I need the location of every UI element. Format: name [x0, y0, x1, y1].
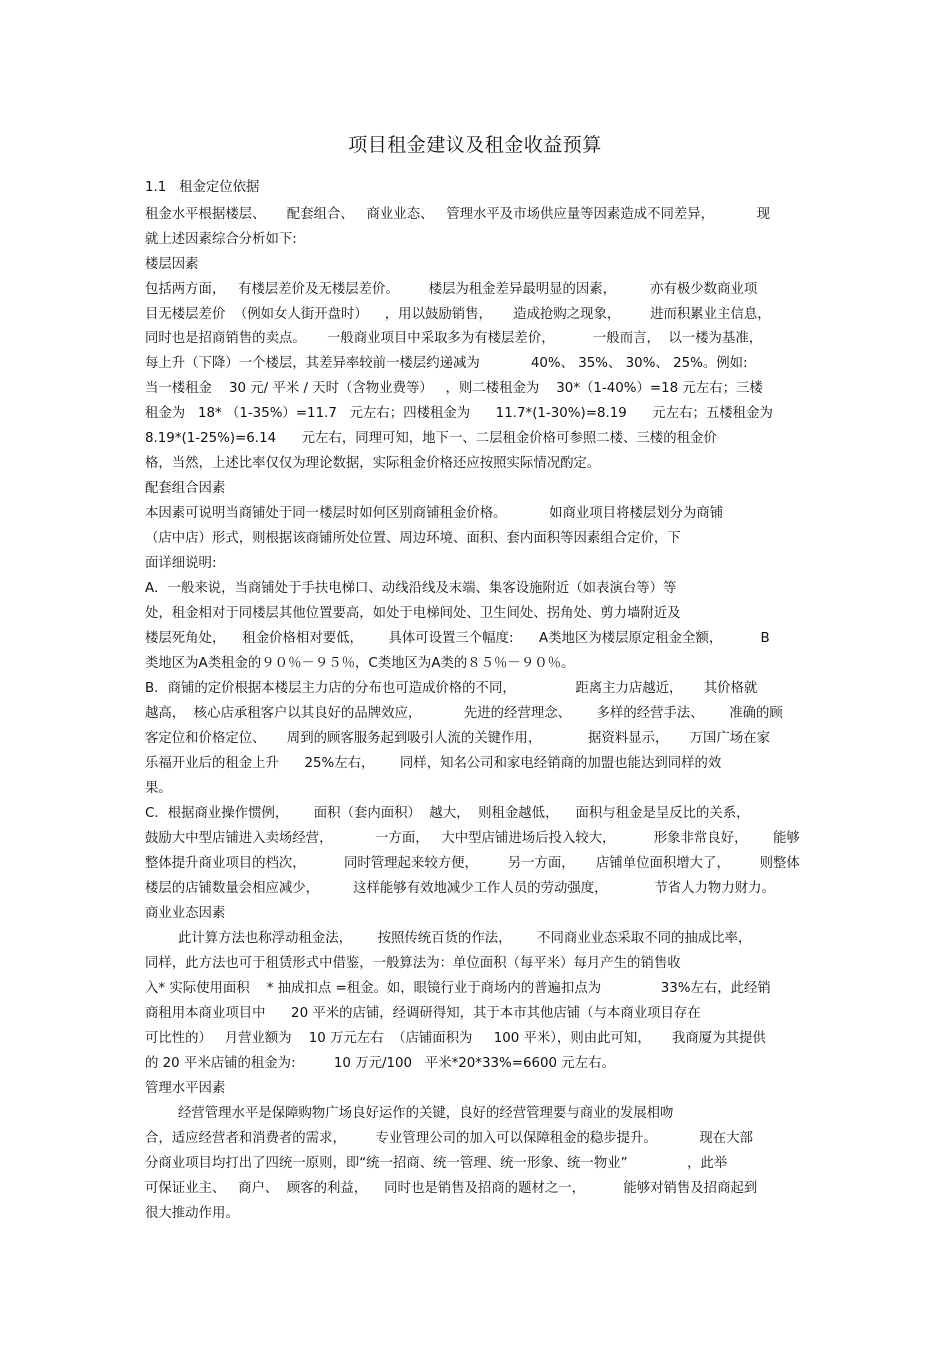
body-line: （店中店）形式，则根据该商铺所处位置、周边环境、面积、套内面积等因素组合定价，下: [145, 531, 681, 546]
body-line: 同时也是招商销售的卖点。 一般商业项目中采取多为有楼层差价， 一般而言， 以一楼为基准，: [145, 331, 763, 346]
body-line: 很大推动作用。: [145, 1206, 239, 1221]
body-line: 越高， 核心店承租客户以其良好的品牌效应， 先进的经营理念、 多样的经营手法、 准确的顾: [145, 706, 783, 721]
body-line: 租金为 18* （1-35%）=11.7 元左右；四楼租金为 11.7*(1-30%)=8.19 元左右；五楼租金为: [145, 406, 773, 421]
body-line: 当一楼租金 30 元/ 平米 / 天时（含物业费等） ，则二楼租金为 30*（1-40%）=18 元左右；三楼: [145, 381, 763, 396]
body-line: 可比性的） 月营业额为 10 万元左右 （店铺面积为 100 平米），则由此可知， 我商厦为其提供: [145, 1031, 766, 1046]
body-line: 楼层死角处， 租金价格相对要低， 具体可设置三个幅度: A类地区为楼层原定租金全额， B: [145, 631, 770, 646]
body-line: 就上述因素综合分析如下:: [145, 232, 297, 247]
body-line: C．根据商业操作惯例， 面积（套内面积） 越大， 则租金越低， 面积与租金是呈反比的关系，: [145, 806, 750, 821]
body-line: 每上升（下降）一个楼层，其差异率较前一楼层约递减为 40%、 35%、 30%、 25%。例如:: [145, 356, 748, 371]
body-line: 面详细说明:: [145, 556, 217, 571]
body-line: 租金水平根据楼层、 配套组合、 商业业态、 管理水平及市场供应量等因素造成不同差异， 现: [145, 207, 771, 222]
body-line: 类地区为A类租金的９０％－９５％，C类地区为A类的８５％－９０％。: [145, 656, 575, 671]
body-line: 的 20 平米店铺的租金为: 10 万元/100 平米*20*33%=6600 元左右。: [145, 1056, 615, 1071]
body-line: 鼓励大中型店铺进入卖场经营， 一方面， 大中型店铺进场后投入较大， 形象非常良好， 能够: [145, 831, 800, 846]
body-line: 本因素可说明当商铺处于同一楼层时如何区别商铺租金价格。 如商业项目将楼层划分为商铺: [145, 506, 724, 521]
section-heading: 管理水平因素: [145, 1081, 226, 1096]
body-line: 目无楼层差价 （例如女人街开盘时） ，用以鼓励销售， 造成抢购之现象， 进而积累业主信息，: [145, 307, 771, 322]
body-line: 整体提升商业项目的档次， 同时管理起来较方便， 另一方面， 店铺单位面积增大了， 则整体: [145, 856, 800, 871]
body-line: 可保证业主、 商户、 顾客的利益， 同时也是销售及招商的题材之一， 能够对销售及招商起到: [145, 1181, 758, 1196]
body-line: 处，租金相对于同楼层其他位置要高，如处于电梯间处、卫生间处、拐角处、剪力墙附近及: [145, 606, 681, 621]
body-line: 果。: [145, 781, 172, 796]
body-line: 乐福开业后的租金上升 25%左右， 同样，知名公司和家电经销商的加盟也能达到同样的效: [145, 756, 722, 771]
body-line: 8.19*(1-25%)=6.14 元左右，同理可知，地下一、二层租金价格可参照二楼、三楼的租金价: [145, 431, 717, 446]
section-heading: 配套组合因素: [145, 481, 226, 496]
body-line: 此计算方法也称浮动租金法， 按照传统百货的作法， 不同商业业态采取不同的抽成比率，: [178, 931, 752, 946]
body-line: A．一般来说，当商铺处于手扶电梯口、动线沿线及末端、集客设施附近（如表演台等）等: [145, 581, 677, 596]
body-line: 商租用本商业项目中 20 平米的店铺，经调研得知，其于本市其他店铺（与本商业项目存在: [145, 1006, 701, 1021]
document-title: 项目租金建议及租金收益预算: [348, 134, 602, 156]
body-line: B．商铺的定价根据本楼层主力店的分布也可造成价格的不同， 距离主力店越近， 其价格就: [145, 681, 758, 696]
section-heading: 楼层因素: [145, 257, 199, 272]
body-line: 同样，此方法也可于租赁形式中借鉴，一般算法为：单位面积（每平米）每月产生的销售收: [145, 956, 681, 971]
body-line: 楼层的店铺数量会相应减少， 这样能够有效地减少工作人员的劳动强度， 节省人力物力财力。: [145, 881, 775, 896]
body-line: 包括两方面， 有楼层差价及无楼层差价。 楼层为租金差异最明显的因素， 亦有极少数商业项: [145, 282, 758, 297]
body-line: 客定位和价格定位、 周到的顾客服务起到吸引人流的关键作用， 据资料显示， 万国广场在家: [145, 731, 771, 746]
body-line: 格，当然，上述比率仅仅为理论数据，实际租金价格还应按照实际情况酌定。: [145, 456, 601, 471]
section-heading: 1.1 租金定位依据: [145, 180, 260, 195]
body-line: 入* 实际使用面积 * 抽成扣点 =租金。如，眼镜行业于商场内的普遍扣点为 33%左右，此经销: [145, 981, 771, 996]
body-line: 分商业项目均打出了四统一原则，即“统一招商、统一管理、统一形象、统一物业” ，此举: [145, 1156, 728, 1171]
section-heading: 商业业态因素: [145, 906, 226, 921]
body-line: 合，适应经营者和消费者的需求， 专业管理公司的加入可以保障租金的稳步提升。 现在大部: [145, 1131, 753, 1146]
body-line: 经营管理水平是保障购物广场良好运作的关键，良好的经营管理要与商业的发展相吻: [178, 1106, 674, 1121]
